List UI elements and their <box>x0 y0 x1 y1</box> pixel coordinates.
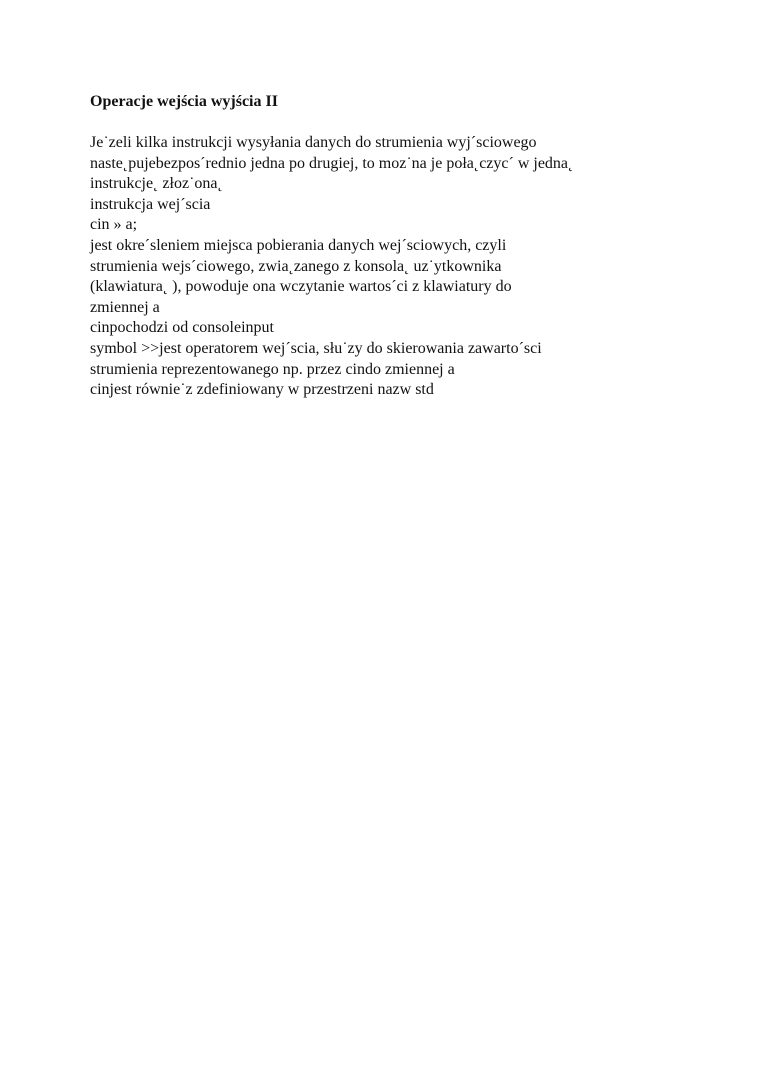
text-line: Je˙zeli kilka instrukcji wysyłania danych do strumienia wyj´sciowego <box>90 134 537 151</box>
text-line: symbol >>jest operatorem wej´scia, słu˙zy do skierowania zawarto´sci <box>90 339 542 357</box>
document-title: Operacje wejścia wyjścia II <box>90 93 278 110</box>
text-line: cinpochodzi od consoleinput <box>90 319 274 337</box>
text-line: naste˛pujebezpos´rednio jedna po drugiej, to moz˙na je poła˛czyc´ w jedna˛ <box>90 154 574 172</box>
text-line: strumienia wejs´ciowego, zwia˛zanego z konsola˛ uz˙ytkownika <box>90 257 502 275</box>
text-line: zmiennej a <box>90 298 160 316</box>
document-content <box>90 91 710 401</box>
text-line: strumienia reprezentowanego np. przez cindo zmiennej a <box>90 360 455 378</box>
document-body <box>90 133 710 401</box>
text-line: (klawiatura˛ ), powoduje ona wczytanie wartos´ci z klawiatury do <box>90 278 512 296</box>
text-line: cin » a; <box>90 216 138 234</box>
text-line: instrukcja wej´scia <box>90 195 211 213</box>
text-line: instrukcje˛ złoz˙ona˛ <box>90 175 223 193</box>
text-line: cinjest równie˙z zdefiniowany w przestrzeni nazw std <box>90 381 434 399</box>
text-line: jest okre´sleniem miejsca pobierania danych wej´sciowych, czyli <box>90 236 507 254</box>
